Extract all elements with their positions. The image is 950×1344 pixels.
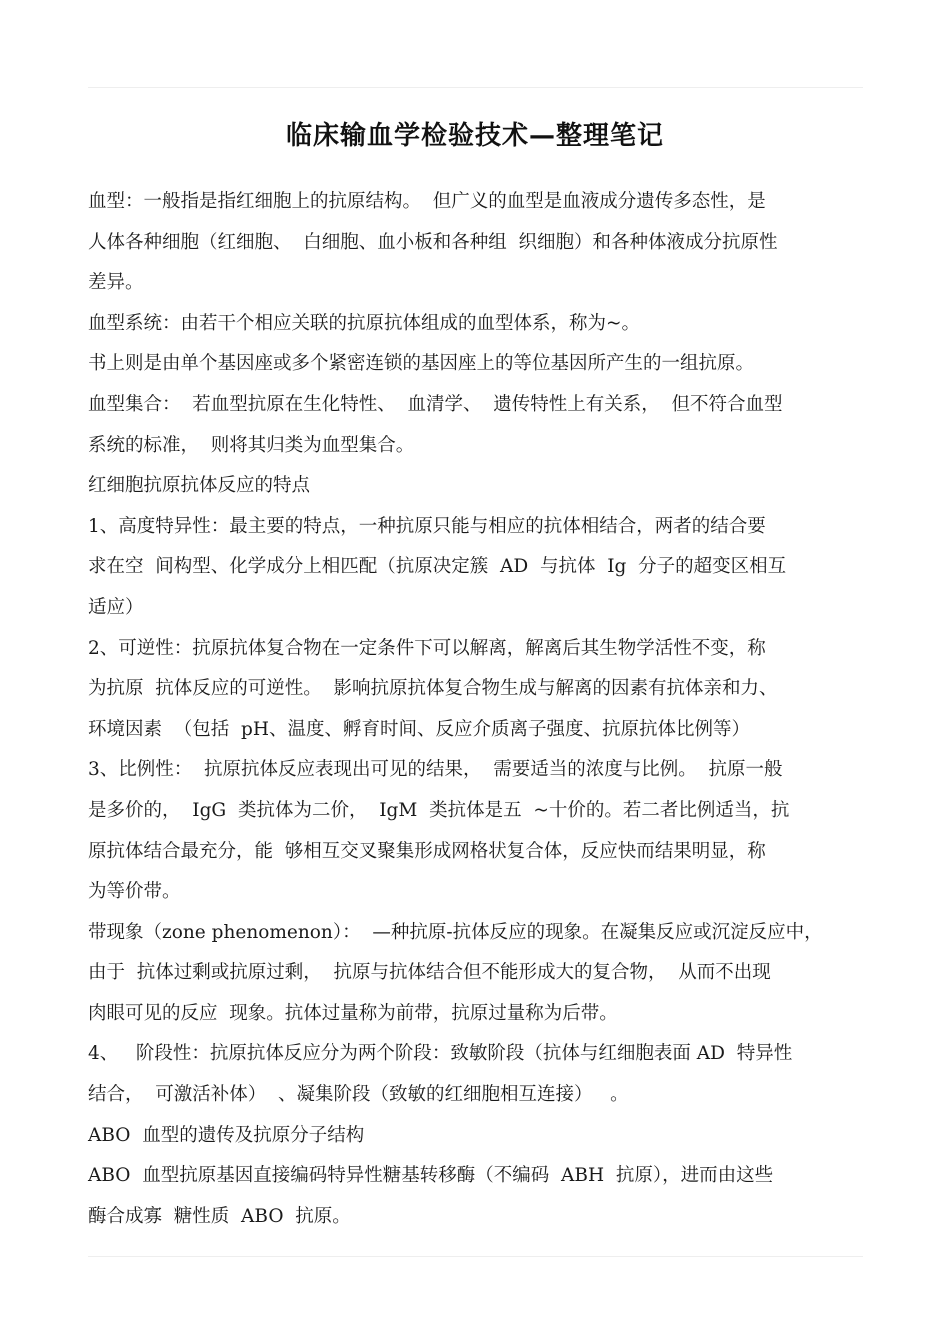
body-line: 为等价带。 [88,881,181,903]
body-line: 4、 阶段性：抗原抗体反应分为两个阶段：致敏阶段（抗体与红细胞表面 AD 特异性 [88,1043,793,1065]
body-line: 结合， 可激活补体） 、凝集阶段（致敏的红细胞相互连接） 。 [88,1084,629,1106]
body-line: 是多价的， IgG 类抗体为二价， IgM 类抗体是五 ~十价的。若二者比例适当，抗 [88,799,790,821]
footer-divider [88,1256,863,1257]
body-line: 血型：一般指是指红细胞上的抗原结构。 但广义的血型是血液成分遗传多态性，是 [88,191,766,212]
body-line: 原抗体结合最充分，能 够相互交叉聚集形成网格状复合体，反应快而结果明显，称 [88,840,766,862]
body-line: 3、比例性： 抗原抗体反应表现出可见的结果， 需要适当的浓度与比例。 抗原一般 [88,759,783,781]
body-line: 肉眼可见的反应 现象。抗体过量称为前带，抗原过量称为后带。 [88,1002,618,1024]
body-line: 系统的标准， 则将其归类为血型集合。 [88,434,415,456]
body-line: 求在空 间构型、化学成分上相匹配（抗原决定簇 AD 与抗体 Ig 分子的超变区相互 [88,556,787,578]
body-line: 由于 抗体过剩或抗原过剩， 抗原与抗体结合但不能形成大的复合物， 从而不出现 [88,962,771,984]
section-heading: 红细胞抗原抗体反应的特点 [88,475,311,497]
body-line: 书上则是由单个基因座或多个紧密连锁的基因座上的等位基因所产生的一组抗原。 [88,353,755,375]
document-title: 临床输血学检验技术—整理笔记 [285,121,664,151]
body-line: 血型集合： 若血型抗原在生化特性、 血清学、 遗传特性上有关系， 但不符合血型 [88,393,783,415]
body-line: 2、可逆性：抗原抗体复合物在一定条件下可以解离，解离后其生物学活性不变，称 [88,637,766,659]
body-line: 为抗原 抗体反应的可逆性。 影响抗原抗体复合物生成与解离的因素有抗体亲和力、 [88,678,778,700]
body-line: 环境因素 （包括 pH、温度、孵育时间、反应介质离子强度、抗原抗体比例等） [88,718,751,740]
header-divider [88,87,863,88]
body-line: 带现象（zone phenomenon）： —种抗原-抗体反应的现象。在凝集反应或沉淀反应中， [88,921,823,943]
body-line: 血型系统：由若干个相应关联的抗原抗体组成的血型体系，称为~。 [88,312,641,334]
body-line: 1、高度特异性：最主要的特点，一种抗原只能与相应的抗体相结合，两者的结合要 [88,515,766,537]
body-line: ABO 血型抗原基因直接编码特异性糖基转移酶（不编码 ABH 抗原），进而由这些 [88,1165,774,1187]
document-body [88,182,873,1237]
section-heading: ABO 血型的遗传及抗原分子结构 [88,1124,365,1146]
body-line: 适应） [88,596,144,618]
body-line: 酶合成寡 糖性质 ABO 抗原。 [88,1205,351,1227]
body-line: 差异。 [88,272,144,294]
body-line: 人体各种细胞（红细胞、 白细胞、血小板和各种组 织细胞）和各种体液成分抗原性 [88,231,778,253]
